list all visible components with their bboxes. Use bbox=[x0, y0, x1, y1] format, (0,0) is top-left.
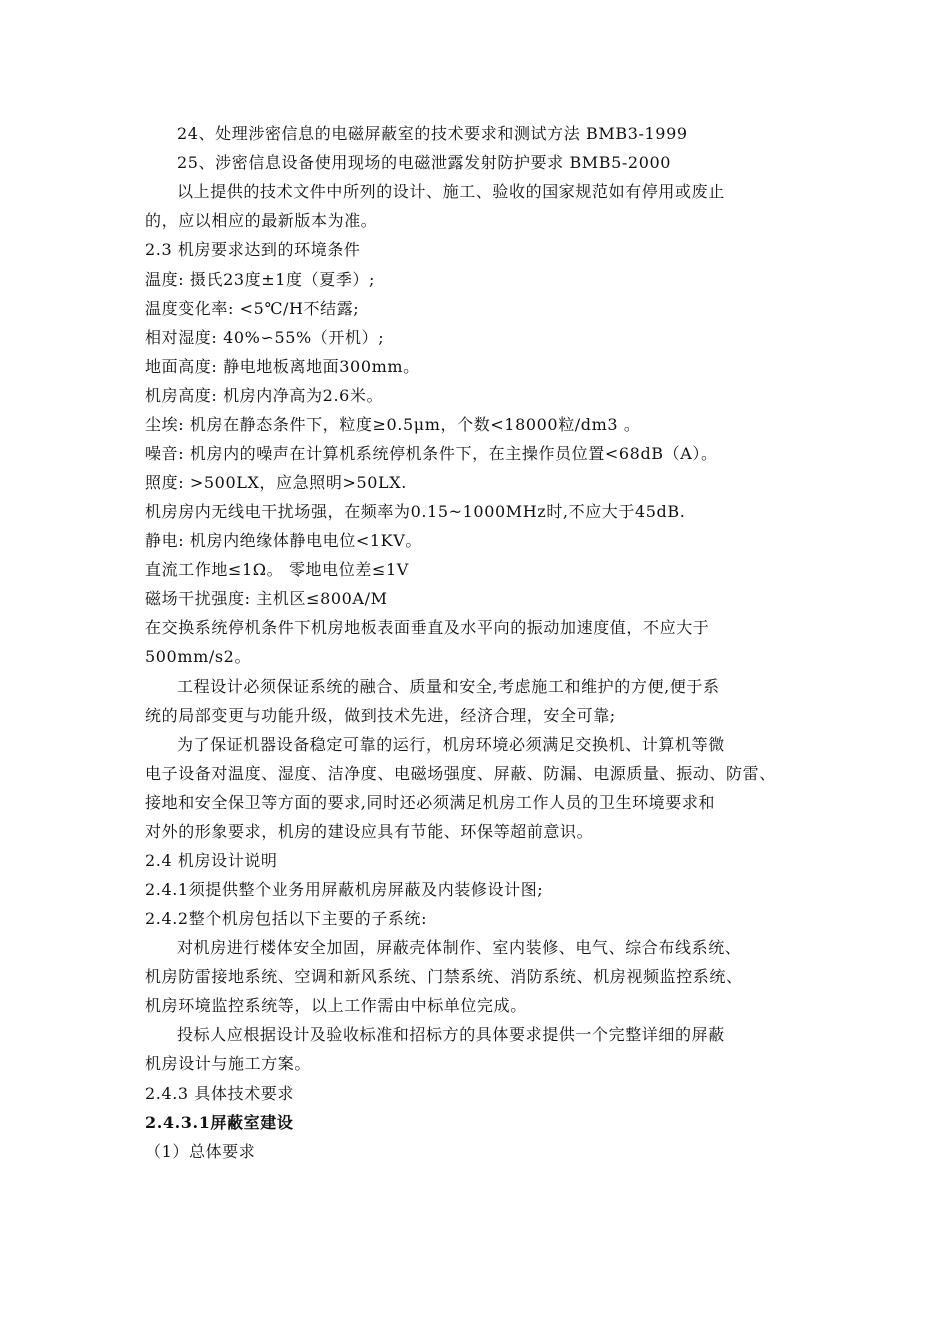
paragraph-line: 对外的形象要求，机房的建设应具有节能、环保等超前意识。 bbox=[145, 822, 594, 841]
section-heading: 2.3 机房要求达到的环境条件 bbox=[145, 240, 361, 259]
paragraph-line: 机房环境监控系统等，以上工作需由中标单位完成。 bbox=[145, 996, 527, 1015]
paragraph-line: 接地和安全保卫等方面的要求,同时还必须满足机房工作人员的卫生环境要求和 bbox=[145, 793, 716, 812]
paragraph-line: 噪音: 机房内的噪声在计算机系统停机条件下，在主操作员位置<68dB（A）。 bbox=[145, 444, 718, 463]
paragraph-line: 机房防雷接地系统、空调和新风系统、门禁系统、消防系统、机房视频监控系统、 bbox=[145, 967, 743, 986]
paragraph-line: 电子设备对温度、湿度、洁净度、电磁场强度、屏蔽、防漏、电源质量、振动、防雷、 bbox=[145, 764, 776, 783]
paragraph-line: 温度变化率: <5℃/H不结露; bbox=[145, 299, 360, 318]
paragraph-line: 照度: >500LX，应急照明>50LX. bbox=[145, 473, 407, 492]
paragraph-line: 机房高度: 机房内净高为2.6米。 bbox=[145, 386, 384, 405]
paragraph-line: 2.4.2整个机房包括以下主要的子系统: bbox=[145, 909, 428, 928]
paragraph-line: 机房设计与施工方案。 bbox=[145, 1054, 312, 1073]
paragraph-line: 24、处理涉密信息的电磁屏蔽室的技术要求和测试方法 BMB3-1999 bbox=[177, 124, 688, 143]
paragraph-line: 对机房进行楼体安全加固，屏蔽壳体制作、室内装修、电气、综合布线系统、 bbox=[177, 938, 742, 957]
paragraph-line: 以上提供的技术文件中所列的设计、施工、验收的国家规范如有停用或废止 bbox=[177, 182, 725, 201]
paragraph-line: 静电: 机房内绝缘体静电电位<1KV。 bbox=[145, 531, 422, 550]
section-heading: 2.4 机房设计说明 bbox=[145, 851, 278, 870]
paragraph-line: 磁场干扰强度: 主机区≤800A/M bbox=[145, 589, 388, 608]
paragraph-line: 机房房内无线电干扰场强，在频率为0.15~1000MHz时,不应大于45dB. bbox=[145, 502, 686, 521]
paragraph-line: 直流工作地≤1Ω。 零地电位差≤1V bbox=[145, 560, 409, 579]
paragraph-line: 投标人应根据设计及验收标准和招标方的具体要求提供一个完整详细的屏蔽 bbox=[177, 1025, 725, 1044]
paragraph-line: 工程设计必须保证系统的融合、质量和安全,考虑施工和维护的方便,便于系 bbox=[177, 677, 720, 696]
paragraph-line: 2.4.1须提供整个业务用屏蔽机房屏蔽及内装修设计图; bbox=[145, 880, 544, 899]
paragraph-line: 在交换系统停机条件下机房地板表面垂直及水平向的振动加速度值，不应大于 bbox=[145, 618, 710, 637]
paragraph-line: 500mm/s2。 bbox=[145, 647, 252, 666]
section-heading: 2.4.3 具体技术要求 bbox=[145, 1084, 294, 1103]
list-heading: （1）总体要求 bbox=[145, 1142, 256, 1161]
paragraph-line: 统的局部变更与功能升级，做到技术先进，经济合理，安全可靠; bbox=[145, 706, 616, 725]
paragraph-line: 温度: 摄氏23度±1度（夏季）; bbox=[145, 270, 376, 289]
paragraph-line: 尘埃: 机房在静态条件下，粒度≥0.5μm，个数<18000粒/dm3 。 bbox=[145, 415, 641, 434]
paragraph-line: 的，应以相应的最新版本为准。 bbox=[145, 211, 378, 230]
subsection-heading: 2.4.3.1屏蔽室建设 bbox=[145, 1113, 294, 1132]
paragraph-line: 地面高度: 静电地板离地面300mm。 bbox=[145, 357, 420, 376]
paragraph-line: 相对湿度: 40%∽55%（开机）; bbox=[145, 328, 385, 347]
paragraph-line: 为了保证机器设备稳定可靠的运行，机房环境必须满足交换机、计算机等微 bbox=[177, 735, 725, 754]
paragraph-line: 25、涉密信息设备使用现场的电磁泄露发射防护要求 BMB5-2000 bbox=[177, 153, 672, 172]
